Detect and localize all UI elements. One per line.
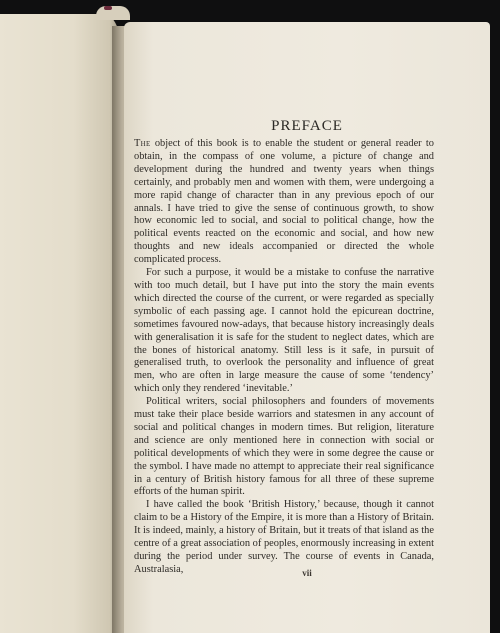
paragraph-text: For such a purpose, it would be a mistake to confuse the narrative with too much detail, but I have put into the story the main events which directed the course of the current, or were regarded as specially symbolic of each passing age. I cannot hold the epicurean doctrine, sometimes favoured now-adays, that because history increasingly deals with generalisation it is safe for the student to neglect dates, which are the bones of historical anatomy. Still less is it safe, in pursuit of generalised truth, to overlook the personality and influence of great men, who are often in large measure the cause of some ‘tendency’ which only they rendered ‘inevitable.’ xyxy=(134,267,434,395)
page-edges xyxy=(96,6,130,20)
right-page xyxy=(124,22,490,633)
paragraph-1 xyxy=(134,138,434,267)
paragraph-text: object of this book is to enable the student or general reader to obtain, in the compass of one volume, a picture of change and development during the hundred and twenty years when things certainly, and probably men and women with them, were undergoing a more rapid change of character than in any previous epoch of our annals. I have tried to give the sense of continuous growth, to show how economic led to social, and social to political change, how the political events reacted on the economic and social, and how new thoughts and new ideals accompanied or directed the whole complicated process. xyxy=(134,138,434,266)
opening-word: The xyxy=(134,138,151,149)
preface-text xyxy=(134,138,434,577)
bookmark-ribbon xyxy=(104,6,112,10)
left-page xyxy=(0,14,122,633)
page-number: vii xyxy=(302,568,312,578)
paragraph-text: I have called the book ‘British History,’ because, though it cannot claim to be a History of the Empire, it is more than a History of Britain. It is indeed, mainly, a history of Britain, but it treats of that island as the centre of a great association of peoples, enormously increasing in extent during the period under survey. The course of events in Canada, Australasia, xyxy=(134,499,434,575)
paragraph-4 xyxy=(134,499,434,576)
page-title: PREFACE xyxy=(271,118,343,134)
paragraph-3 xyxy=(134,396,434,499)
paragraph-2 xyxy=(134,267,434,396)
paragraph-text: Political writers, social philosophers and founders of movements must take their place beside warriors and statesmen in any account of social and political changes in modern times. But religion, literature and science are only mentioned here in connection with social or political developments of which they were in some degree the cause or the symbol. I have made no attempt to appreciate their real significance in a century of British history famous for all three of these supreme efforts of the human spirit. xyxy=(134,396,434,498)
